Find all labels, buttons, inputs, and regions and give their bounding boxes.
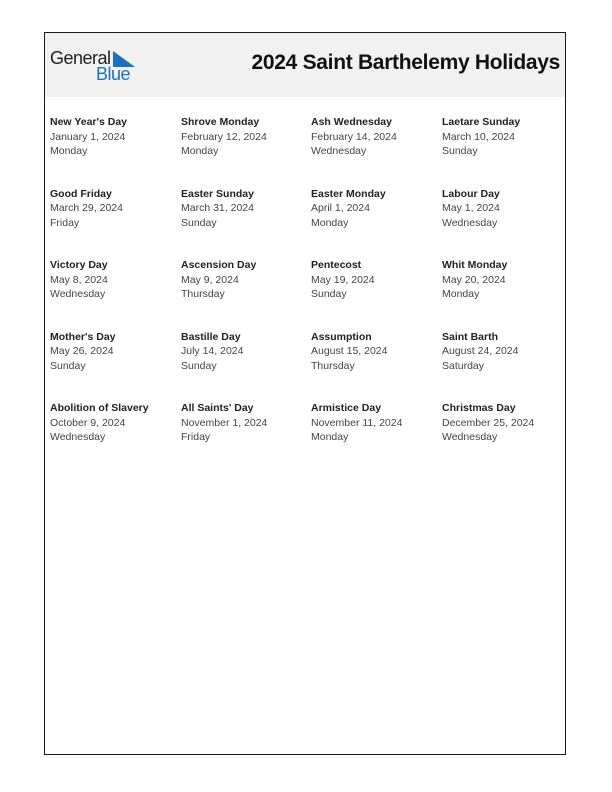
calendar-page: [44, 32, 566, 755]
holiday-weekday: Wednesday: [311, 145, 367, 157]
holiday-weekday: Monday: [50, 145, 88, 157]
holiday-name: Easter Sunday: [181, 187, 254, 200]
holiday-weekday: Wednesday: [442, 431, 498, 443]
holiday-entry: [311, 115, 442, 187]
holiday-date: August 15, 2024: [311, 345, 388, 357]
holiday-entry: [181, 187, 311, 259]
holiday-date: January 1, 2024: [50, 130, 126, 143]
holiday-entry: [442, 187, 565, 259]
holiday-weekday: Wednesday: [50, 431, 106, 443]
holiday-name: Abolition of Slavery: [50, 402, 149, 414]
holiday-date: November 1, 2024: [181, 416, 268, 429]
page-title: 2024 Saint Barthelemy Holidays: [251, 51, 560, 74]
holiday-name: Assumption: [311, 330, 372, 343]
holiday-date: April 1, 2024: [311, 202, 370, 214]
holiday-entry: [311, 330, 442, 402]
holiday-date: February 14, 2024: [311, 130, 397, 143]
holiday-name: Laetare Sunday: [442, 116, 521, 128]
holiday-grid: [50, 115, 565, 473]
holiday-weekday: Friday: [50, 216, 80, 229]
holiday-entry: [311, 401, 442, 473]
holiday-entry: [442, 401, 565, 473]
holiday-date: May 19, 2024: [311, 273, 375, 286]
holiday-entry: [181, 330, 311, 402]
holiday-entry: [311, 187, 442, 259]
header-bar: [45, 33, 565, 97]
holiday-name: Armistice Day: [311, 402, 382, 414]
holiday-entry: [181, 115, 311, 187]
holiday-entry: [50, 258, 181, 330]
holiday-weekday: Monday: [181, 145, 219, 157]
holiday-date: February 12, 2024: [181, 130, 267, 143]
holiday-date: March 10, 2024: [442, 130, 515, 143]
holiday-entry: [442, 330, 565, 402]
holiday-name: Ash Wednesday: [311, 116, 392, 128]
holiday-date: May 26, 2024: [50, 345, 114, 357]
holiday-date: May 1, 2024: [442, 202, 500, 214]
holiday-name: Labour Day: [442, 187, 500, 200]
holiday-date: December 25, 2024: [442, 416, 535, 429]
holiday-entry: [442, 115, 565, 187]
generalblue-logo: [50, 48, 140, 84]
holiday-name: All Saints' Day: [181, 402, 254, 414]
holiday-weekday: Wednesday: [50, 288, 106, 300]
holiday-name: Shrove Monday: [181, 116, 260, 128]
holiday-date: August 24, 2024: [442, 345, 519, 357]
holiday-date: March 31, 2024: [181, 202, 254, 214]
holiday-entry: [181, 401, 311, 473]
holiday-weekday: Monday: [311, 216, 349, 229]
holiday-name: Christmas Day: [442, 402, 516, 414]
holiday-name: New Year's Day: [50, 116, 128, 128]
holiday-date: May 20, 2024: [442, 273, 506, 286]
holiday-weekday: Saturday: [442, 359, 485, 372]
holiday-entry: [50, 401, 181, 473]
holiday-weekday: Thursday: [181, 288, 225, 300]
holiday-weekday: Sunday: [181, 216, 217, 229]
holiday-weekday: Sunday: [50, 359, 86, 372]
holiday-entry: [50, 330, 181, 402]
holiday-name: Good Friday: [50, 187, 112, 200]
holiday-date: November 11, 2024: [311, 416, 403, 429]
holiday-weekday: Sunday: [181, 359, 217, 372]
holiday-name: Ascension Day: [181, 259, 257, 271]
holiday-date: May 9, 2024: [181, 273, 239, 286]
holiday-name: Saint Barth: [442, 330, 499, 343]
holiday-name: Pentecost: [311, 259, 362, 271]
holiday-entry: [50, 115, 181, 187]
holiday-name: Mother's Day: [50, 330, 116, 343]
holiday-name: Bastille Day: [181, 330, 241, 343]
holiday-weekday: Monday: [311, 431, 349, 443]
logo-blue-text: Blue: [96, 64, 131, 84]
holiday-entry: [442, 258, 565, 330]
holiday-date: July 14, 2024: [181, 345, 244, 357]
holiday-name: Victory Day: [50, 259, 108, 271]
holiday-date: March 29, 2024: [50, 202, 123, 214]
holiday-weekday: Wednesday: [442, 216, 498, 229]
holiday-date: May 8, 2024: [50, 273, 108, 286]
holiday-entry: [181, 258, 311, 330]
holiday-weekday: Sunday: [311, 288, 347, 300]
holiday-name: Easter Monday: [311, 187, 386, 200]
holiday-weekday: Thursday: [311, 359, 355, 372]
logo-general-text: General: [50, 48, 111, 68]
holiday-entry: [50, 187, 181, 259]
holiday-name: Whit Monday: [442, 259, 508, 271]
holiday-entry: [311, 258, 442, 330]
holiday-weekday: Monday: [442, 288, 480, 300]
holiday-weekday: Sunday: [442, 145, 478, 157]
holiday-weekday: Friday: [181, 431, 211, 443]
holiday-date: October 9, 2024: [50, 416, 126, 429]
